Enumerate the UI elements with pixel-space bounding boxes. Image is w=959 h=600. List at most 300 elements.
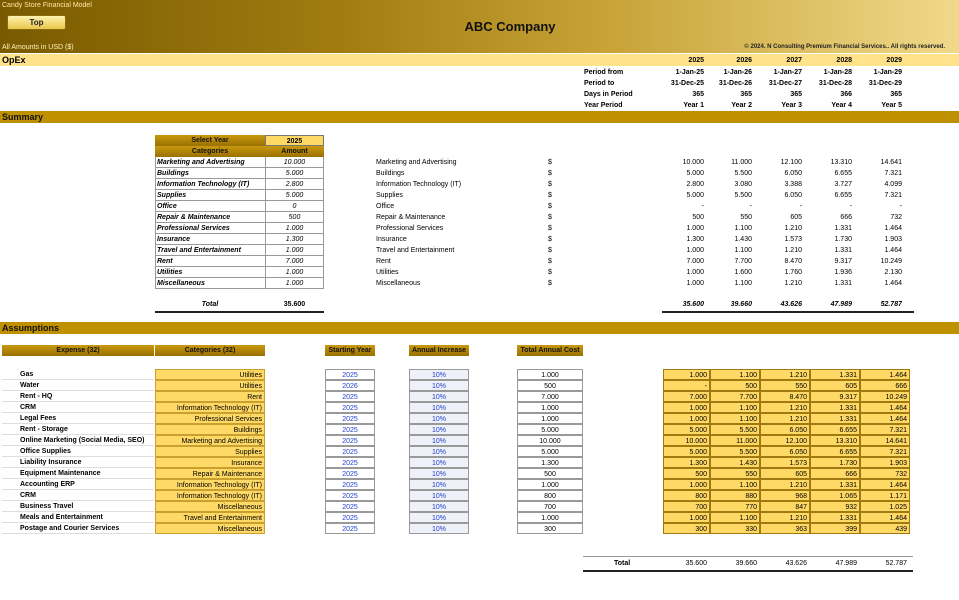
expense-projection: 550 [760, 380, 810, 391]
period-to: 31-Dec-27 [768, 80, 802, 87]
expense-projection: 1.464 [860, 479, 910, 490]
projection-value: 4.099 [884, 181, 902, 188]
expense-projection: 1.210 [760, 369, 810, 380]
select-year-input[interactable]: 2025 [265, 135, 324, 146]
year-header: 2026 [736, 57, 752, 64]
expense-category[interactable]: Buildings [155, 424, 265, 435]
expense-projection: 880 [710, 490, 760, 501]
period-from: 1-Jan-25 [675, 69, 704, 76]
expense-projection: 399 [810, 523, 860, 534]
currency-symbol: $ [548, 236, 552, 243]
currency-symbol: $ [548, 258, 552, 265]
summary-amount: 1.000 [265, 223, 324, 234]
assumptions-band: Assumptions [0, 322, 959, 334]
expense-projection: 1.573 [760, 457, 810, 468]
starting-year-input[interactable]: 2025 [325, 501, 375, 512]
period-days: 365 [692, 91, 704, 98]
expense-projection: 6.655 [810, 424, 860, 435]
projection-value: 1.000 [686, 225, 704, 232]
expense-projection: 14.641 [860, 435, 910, 446]
expense-projection: 1.331 [810, 512, 860, 523]
projection-value: 1.210 [784, 247, 802, 254]
projection-value: 1.331 [834, 280, 852, 287]
expense-projection: 666 [860, 380, 910, 391]
starting-year-input[interactable]: 2025 [325, 457, 375, 468]
expense-projection: 1.210 [760, 479, 810, 490]
expense-projection: 1.000 [663, 413, 710, 424]
expense-projection: 439 [860, 523, 910, 534]
expense-name[interactable]: Postage and Courier Services [2, 523, 154, 534]
projection-value: 1.000 [686, 269, 704, 276]
expense-category[interactable]: Repair & Maintenance [155, 468, 265, 479]
expense-name[interactable]: CRM [2, 490, 154, 501]
starting-year-input[interactable]: 2025 [325, 413, 375, 424]
projection-value: 3.080 [734, 181, 752, 188]
projection-value: 5.500 [734, 192, 752, 199]
summary-category: Utilities [155, 267, 265, 278]
summary-amount: 1.300 [265, 234, 324, 245]
assumptions-total: 35.600 [685, 560, 707, 567]
expense-name[interactable]: Water [2, 380, 154, 391]
annual-increase-input[interactable]: 10% [409, 479, 469, 490]
annual-increase-input[interactable]: 10% [409, 369, 469, 380]
expense-name[interactable]: Liability Insurance [2, 457, 154, 468]
projection-value: 10.000 [682, 159, 704, 166]
projection-value: 1.100 [734, 225, 752, 232]
header-banner [0, 0, 959, 53]
summary-category: Professional Services [155, 223, 265, 234]
expense-projection: 1.210 [760, 402, 810, 413]
starting-year-input[interactable]: 2025 [325, 435, 375, 446]
summary-band: Summary [0, 111, 959, 123]
summary-total-rule [155, 311, 324, 313]
projection-value: 1.000 [686, 280, 704, 287]
col-categories: Categories [155, 146, 265, 157]
projection-total: 39.660 [730, 301, 752, 308]
expense-projection: 550 [710, 468, 760, 479]
col-starting-year: Starting Year [325, 345, 375, 356]
expense-projection: 5.500 [710, 446, 760, 457]
summary-category: Buildings [155, 168, 265, 179]
expense-projection: 700 [663, 501, 710, 512]
assumptions-total: 47.989 [835, 560, 857, 567]
expense-projection: 6.050 [760, 424, 810, 435]
currency-symbol: $ [548, 192, 552, 199]
projection-value: 1.210 [784, 280, 802, 287]
projection-total: 52.787 [880, 301, 902, 308]
projection-label: Repair & Maintenance [376, 214, 446, 221]
expense-projection: 1.464 [860, 369, 910, 380]
projection-label: Professional Services [376, 225, 444, 232]
period-label: Days in Period [584, 91, 633, 98]
currency-symbol: $ [548, 247, 552, 254]
projection-value: 1.430 [734, 236, 752, 243]
expense-projection: 7.321 [860, 446, 910, 457]
projection-value: 1.600 [734, 269, 752, 276]
total-annual-cost-input[interactable]: 500 [517, 468, 583, 479]
projection-value: 14.641 [880, 159, 902, 166]
expense-projection: 5.000 [663, 424, 710, 435]
projection-value: 1.464 [884, 280, 902, 287]
expense-projection: 7.700 [710, 391, 760, 402]
starting-year-input[interactable]: 2025 [325, 512, 375, 523]
projection-total-rule [662, 311, 914, 313]
expense-projection: 968 [760, 490, 810, 501]
projection-value: 3.388 [784, 181, 802, 188]
projection-value: 550 [740, 214, 752, 221]
col-total-annual-cost: Total Annual Cost [517, 345, 583, 356]
assumptions-total-top-rule [583, 556, 913, 557]
expense-name[interactable]: CRM [2, 402, 154, 413]
projection-value: 8.470 [784, 258, 802, 265]
projection-value: 6.655 [834, 192, 852, 199]
total-annual-cost-input[interactable]: 800 [517, 490, 583, 501]
period-year-period: Year 4 [831, 102, 852, 109]
year-header: 2025 [688, 57, 704, 64]
expense-category[interactable]: Miscellaneous [155, 501, 265, 512]
total-annual-cost-input[interactable]: 5.000 [517, 424, 583, 435]
expense-projection: 1.331 [810, 479, 860, 490]
expense-category[interactable]: Marketing and Advertising [155, 435, 265, 446]
summary-category: Insurance [155, 234, 265, 245]
summary-amount: 0 [265, 201, 324, 212]
starting-year-input[interactable]: 2025 [325, 369, 375, 380]
projection-value: - [899, 203, 902, 210]
expense-name[interactable]: Gas [2, 369, 154, 380]
opex-band: OpEx [0, 54, 959, 66]
period-days: 365 [740, 91, 752, 98]
annual-increase-input[interactable]: 10% [409, 490, 469, 501]
app-title: Candy Store Financial Model [2, 2, 92, 9]
total-annual-cost-input[interactable]: 1.000 [517, 512, 583, 523]
expense-projection: 363 [760, 523, 810, 534]
expense-projection: 1.025 [860, 501, 910, 512]
expense-name[interactable]: Office Supplies [2, 446, 154, 457]
total-annual-cost-input[interactable]: 1.000 [517, 402, 583, 413]
summary-amount: 5.000 [265, 168, 324, 179]
total-annual-cost-input[interactable]: 1.000 [517, 479, 583, 490]
projection-label: Utilities [376, 269, 399, 276]
projection-value: 6.050 [784, 170, 802, 177]
expense-projection: 932 [810, 501, 860, 512]
summary-category: Marketing and Advertising [155, 157, 265, 168]
expense-projection: 666 [810, 468, 860, 479]
projection-label: Supplies [376, 192, 403, 199]
projection-label: Buildings [376, 170, 405, 177]
annual-increase-input[interactable]: 10% [409, 501, 469, 512]
summary-category: Repair & Maintenance [155, 212, 265, 223]
annual-increase-input[interactable]: 10% [409, 468, 469, 479]
projection-value: 13.310 [830, 159, 852, 166]
expense-category[interactable]: Information Technology (IT) [155, 479, 265, 490]
expense-projection: 1.100 [710, 512, 760, 523]
expense-projection: 847 [760, 501, 810, 512]
projection-label: Office [376, 203, 395, 210]
expense-projection: 13.310 [810, 435, 860, 446]
period-year-period: Year 2 [731, 102, 752, 109]
starting-year-input[interactable]: 2025 [325, 479, 375, 490]
currency-symbol: $ [548, 181, 552, 188]
projection-value: 605 [790, 214, 802, 221]
expense-category[interactable]: Information Technology (IT) [155, 402, 265, 413]
expense-name[interactable]: Rent - HQ [2, 391, 154, 402]
starting-year-input[interactable]: 2025 [325, 446, 375, 457]
expense-projection: 330 [710, 523, 760, 534]
projection-value: 9.317 [834, 258, 852, 265]
currency-symbol: $ [548, 280, 552, 287]
projection-value: 1.331 [834, 247, 852, 254]
starting-year-input[interactable]: 2025 [325, 468, 375, 479]
annual-increase-input[interactable]: 10% [409, 435, 469, 446]
annual-increase-input[interactable]: 10% [409, 391, 469, 402]
total-annual-cost-input[interactable]: 5.000 [517, 446, 583, 457]
projection-value: 1.100 [734, 280, 752, 287]
projection-value: 6.050 [784, 192, 802, 199]
projection-value: 1.100 [734, 247, 752, 254]
expense-name[interactable]: Equipment Maintenance [2, 468, 154, 479]
expense-name[interactable]: Rent - Storage [2, 424, 154, 435]
total-annual-cost-input[interactable]: 1.300 [517, 457, 583, 468]
starting-year-input[interactable]: 2026 [325, 380, 375, 391]
expense-category[interactable]: Information Technology (IT) [155, 490, 265, 501]
summary-category: Office [155, 201, 265, 212]
period-from: 1-Jan-28 [823, 69, 852, 76]
projection-value: 12.100 [780, 159, 802, 166]
annual-increase-input[interactable]: 10% [409, 457, 469, 468]
projection-value: 7.000 [686, 258, 704, 265]
projection-value: 5.000 [686, 192, 704, 199]
starting-year-input[interactable]: 2025 [325, 490, 375, 501]
period-days: 366 [840, 91, 852, 98]
period-days: 365 [790, 91, 802, 98]
year-header: 2029 [886, 57, 902, 64]
currency-symbol: $ [548, 214, 552, 221]
period-from: 1-Jan-27 [773, 69, 802, 76]
expense-projection: 6.050 [760, 446, 810, 457]
expense-projection: - [663, 380, 710, 391]
projection-label: Information Technology (IT) [376, 181, 462, 188]
expense-projection: 6.655 [810, 446, 860, 457]
projection-value: 1.331 [834, 225, 852, 232]
period-label: Period from [584, 69, 624, 76]
projection-value: 6.655 [834, 170, 852, 177]
expense-projection: 5.000 [663, 446, 710, 457]
summary-amount: 500 [265, 212, 324, 223]
expense-name[interactable]: Accounting ERP [2, 479, 154, 490]
summary-total-label: Total [201, 301, 219, 308]
expense-category[interactable]: Travel and Entertainment [155, 512, 265, 523]
projection-value: 2.130 [884, 269, 902, 276]
assumptions-total-label: Total [614, 560, 631, 567]
assumptions-total: 43.626 [785, 560, 807, 567]
period-days: 365 [890, 91, 902, 98]
expense-projection: 1.331 [810, 369, 860, 380]
expense-projection: 1.300 [663, 457, 710, 468]
expense-projection: 8.470 [760, 391, 810, 402]
projection-value: - [799, 203, 802, 210]
expense-projection: 1.464 [860, 512, 910, 523]
period-to: 31-Dec-29 [868, 80, 902, 87]
expense-projection: 1.100 [710, 402, 760, 413]
col-amount: Amount [265, 146, 324, 157]
projection-value: 666 [840, 214, 852, 221]
total-annual-cost-input[interactable]: 500 [517, 380, 583, 391]
summary-amount: 1.000 [265, 267, 324, 278]
projection-label: Insurance [376, 236, 407, 243]
projection-total: 47.989 [830, 301, 852, 308]
col-expense: Expense (32) [2, 345, 154, 356]
projection-value: - [849, 203, 852, 210]
starting-year-input[interactable]: 2025 [325, 523, 375, 534]
assumptions-total: 52.787 [885, 560, 907, 567]
projection-value: 1.300 [686, 236, 704, 243]
annual-increase-input[interactable]: 10% [409, 523, 469, 534]
projection-value: 1.903 [884, 236, 902, 243]
expense-projection: 5.500 [710, 424, 760, 435]
summary-category: Miscellaneous [155, 278, 265, 289]
summary-amount: 7.000 [265, 256, 324, 267]
projection-label: Miscellaneous [376, 280, 421, 287]
expense-category[interactable]: Professional Services [155, 413, 265, 424]
total-annual-cost-input[interactable]: 1.000 [517, 413, 583, 424]
expense-projection: 1.065 [810, 490, 860, 501]
period-year-period: Year 1 [683, 102, 704, 109]
summary-amount: 10.000 [265, 157, 324, 168]
annual-increase-input[interactable]: 10% [409, 402, 469, 413]
expense-category[interactable]: Insurance [155, 457, 265, 468]
summary-amount: 5.000 [265, 190, 324, 201]
summary-amount: 1.000 [265, 245, 324, 256]
projection-value: 7.321 [884, 192, 902, 199]
expense-projection: 1.331 [810, 402, 860, 413]
total-annual-cost-input[interactable]: 300 [517, 523, 583, 534]
expense-name[interactable]: Business Travel [2, 501, 154, 512]
projection-value: 2.800 [686, 181, 704, 188]
top-button[interactable]: Top [7, 15, 66, 30]
currency-symbol: $ [548, 225, 552, 232]
expense-projection: 10.249 [860, 391, 910, 402]
summary-amount: 1.000 [265, 278, 324, 289]
expense-projection: 1.464 [860, 413, 910, 424]
expense-projection: 732 [860, 468, 910, 479]
projection-total: 43.626 [780, 301, 802, 308]
annual-increase-input[interactable]: 10% [409, 413, 469, 424]
expense-name[interactable]: Online Marketing (Social Media, SEO) [2, 435, 154, 446]
expense-projection: 1.210 [760, 413, 810, 424]
expense-projection: 1.430 [710, 457, 760, 468]
expense-projection: 605 [810, 380, 860, 391]
projection-value: 1.210 [784, 225, 802, 232]
summary-category: Supplies [155, 190, 265, 201]
assumptions-total: 39.660 [735, 560, 757, 567]
expense-projection: 7.321 [860, 424, 910, 435]
projection-value: 500 [692, 214, 704, 221]
expense-name[interactable]: Meals and Entertainment [2, 512, 154, 523]
projection-value: 5.000 [686, 170, 704, 177]
expense-projection: 1.171 [860, 490, 910, 501]
projection-value: 7.321 [884, 170, 902, 177]
period-to: 31-Dec-25 [670, 80, 704, 87]
annual-increase-input[interactable]: 10% [409, 446, 469, 457]
company-title: ABC Company [464, 19, 556, 34]
summary-category: Rent [155, 256, 265, 267]
currency-symbol: $ [548, 170, 552, 177]
expense-category[interactable]: Miscellaneous [155, 523, 265, 534]
period-to: 31-Dec-26 [718, 80, 752, 87]
expense-projection: 11.000 [710, 435, 760, 446]
expense-projection: 1.000 [663, 512, 710, 523]
period-to: 31-Dec-28 [818, 80, 852, 87]
projection-value: 1.760 [784, 269, 802, 276]
projection-value: 3.727 [834, 181, 852, 188]
expense-category[interactable]: Rent [155, 391, 265, 402]
starting-year-input[interactable]: 2025 [325, 402, 375, 413]
expense-projection: 1.100 [710, 479, 760, 490]
col-annual-increase: Annual Increase [409, 345, 469, 356]
expense-category[interactable]: Supplies [155, 446, 265, 457]
currency-note: All Amounts in USD ($) [2, 44, 74, 51]
col-categories: Categories (32) [155, 345, 265, 356]
expense-projection: 9.317 [810, 391, 860, 402]
projection-label: Travel and Entertainment [376, 247, 455, 254]
total-annual-cost-input[interactable]: 1.000 [517, 369, 583, 380]
annual-increase-input[interactable]: 10% [409, 512, 469, 523]
projection-value: 732 [890, 214, 902, 221]
expense-name[interactable]: Legal Fees [2, 413, 154, 424]
projection-value: 1.464 [884, 225, 902, 232]
annual-increase-input[interactable]: 10% [409, 380, 469, 391]
summary-category: Information Technology (IT) [155, 179, 265, 190]
starting-year-input[interactable]: 2025 [325, 391, 375, 402]
annual-increase-input[interactable]: 10% [409, 424, 469, 435]
projection-total: 35.600 [682, 301, 704, 308]
currency-symbol: $ [548, 269, 552, 276]
expense-projection: 500 [710, 380, 760, 391]
period-year-period: Year 3 [781, 102, 802, 109]
expense-projection: 1.331 [810, 413, 860, 424]
expense-projection: 1.903 [860, 457, 910, 468]
expense-category[interactable]: Utilities [155, 380, 265, 391]
total-annual-cost-input[interactable]: 10.000 [517, 435, 583, 446]
period-label: Period to [584, 80, 615, 87]
period-label: Year Period [584, 102, 623, 109]
expense-projection: 1.000 [663, 479, 710, 490]
year-header: 2028 [836, 57, 852, 64]
copyright: © 2024. N Consulting Premium Financial Services.. All rights reserved. [744, 44, 945, 50]
expense-category[interactable]: Utilities [155, 369, 265, 380]
projection-value: 5.500 [734, 170, 752, 177]
projection-value: 11.000 [731, 159, 752, 166]
expense-projection: 1.100 [710, 369, 760, 380]
summary-amount: 2.800 [265, 179, 324, 190]
expense-projection: 605 [760, 468, 810, 479]
projection-value: - [701, 203, 704, 210]
starting-year-input[interactable]: 2025 [325, 424, 375, 435]
expense-projection: 1.464 [860, 402, 910, 413]
period-from: 1-Jan-29 [873, 69, 902, 76]
year-header: 2027 [786, 57, 802, 64]
expense-projection: 1.210 [760, 512, 810, 523]
total-annual-cost-input[interactable]: 700 [517, 501, 583, 512]
expense-projection: 10.000 [663, 435, 710, 446]
expense-projection: 1.000 [663, 369, 710, 380]
expense-projection: 300 [663, 523, 710, 534]
total-annual-cost-input[interactable]: 7.000 [517, 391, 583, 402]
expense-projection: 500 [663, 468, 710, 479]
projection-value: 1.000 [686, 247, 704, 254]
select-year-label: Select Year [155, 135, 265, 146]
expense-projection: 770 [710, 501, 760, 512]
